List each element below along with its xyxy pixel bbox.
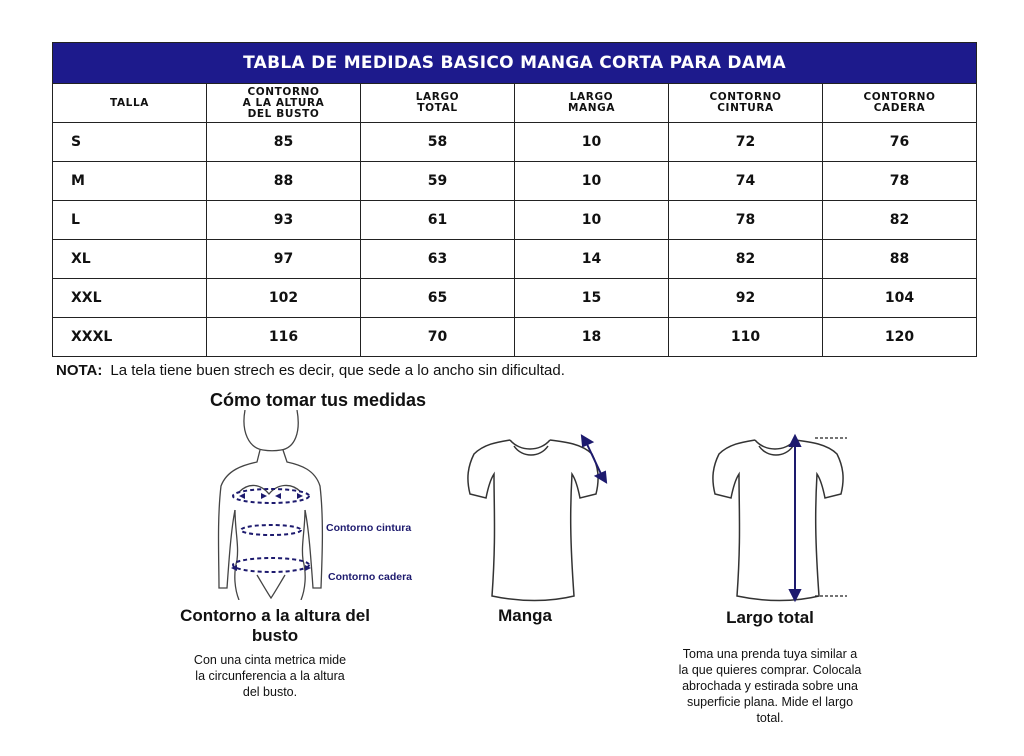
measure-cell: 82: [823, 201, 977, 240]
bust-text-line: la circunferencia a la altura: [195, 669, 345, 683]
body-figure: [205, 410, 335, 600]
length-text: [660, 646, 880, 726]
measure-cell: 15: [515, 279, 669, 318]
table-header-text: CONTORNO: [247, 85, 320, 98]
measure-cell: 93: [207, 201, 361, 240]
measure-cell: 120: [823, 318, 977, 357]
size-cell: S: [53, 123, 207, 162]
length-text-line: superficie plana. Mide el largo: [686, 695, 854, 709]
measure-cell: 92: [669, 279, 823, 318]
size-table: [52, 42, 977, 357]
table-header-text: LARGO: [415, 91, 460, 103]
table-body: [53, 123, 977, 357]
table-header-text: DEL BUSTO: [247, 107, 320, 120]
table-row: [53, 240, 977, 279]
note-text: La tela tiene buen strech es decir, que sede a lo ancho sin dificultad.: [110, 362, 565, 379]
length-text-line: total.: [756, 711, 784, 725]
measure-cell: 116: [207, 318, 361, 357]
measure-cell: 18: [515, 318, 669, 357]
table-header-text: A LA ALTURA: [242, 96, 325, 109]
table-row: [53, 201, 977, 240]
measure-cell: 85: [207, 123, 361, 162]
table-header-cell: [53, 84, 207, 123]
table-header-text: CONTORNO: [709, 91, 782, 103]
measure-cell: 10: [515, 201, 669, 240]
measure-cell: 10: [515, 123, 669, 162]
bust-text: [165, 652, 375, 700]
sleeve-shirt-figure: [460, 430, 610, 605]
measure-cell: 88: [823, 240, 977, 279]
table-header-cell: [823, 84, 977, 123]
measure-cell: 78: [669, 201, 823, 240]
measure-cell: 74: [669, 162, 823, 201]
bust-title: [160, 606, 390, 646]
hip-label: Contorno cadera: [328, 571, 413, 583]
measure-cell: 14: [515, 240, 669, 279]
table-title: TABLA DE MEDIDAS BASICO MANGA CORTA PARA DAMA: [53, 43, 977, 84]
measure-cell: 72: [669, 123, 823, 162]
table-header-cell: [207, 84, 361, 123]
bust-text-line: Con una cinta metrica mide: [193, 653, 347, 667]
table-row: [53, 318, 977, 357]
measure-cell: 78: [823, 162, 977, 201]
bust-text-line: del busto.: [242, 685, 298, 699]
size-cell: XXXL: [53, 318, 207, 357]
table-header-text: CINTURA: [717, 102, 774, 114]
table-header-text: CONTORNO: [863, 91, 936, 103]
measure-cell: 70: [361, 318, 515, 357]
bust-title-line2: busto: [251, 626, 299, 645]
size-cell: XL: [53, 240, 207, 279]
note: [56, 362, 565, 379]
measure-cell: 82: [669, 240, 823, 279]
length-text-line: la que quieres comprar. Colocala: [678, 663, 862, 677]
waist-label: Contorno cintura: [326, 522, 412, 534]
length-text-line: Toma una prenda tuya similar a: [682, 647, 858, 661]
table-row: [53, 279, 977, 318]
measure-cell: 97: [207, 240, 361, 279]
table-header-cell: [361, 84, 515, 123]
measure-cell: 110: [669, 318, 823, 357]
table-header-cell: [515, 84, 669, 123]
measure-cell: 59: [361, 162, 515, 201]
table-header-text: MANGA: [567, 102, 616, 114]
measure-cell: 88: [207, 162, 361, 201]
size-cell: XXL: [53, 279, 207, 318]
measure-cell: 102: [207, 279, 361, 318]
measure-cell: 65: [361, 279, 515, 318]
length-shirt-figure: [705, 430, 855, 605]
table-header-text: LARGO: [569, 91, 614, 103]
length-text-line: abrochada y estirada sobre una: [682, 679, 858, 693]
length-title: Largo total: [726, 608, 814, 627]
table-header-text: CADERA: [873, 102, 926, 114]
table-header-text: TOTAL: [417, 102, 458, 114]
table-header-row: [53, 84, 977, 123]
sleeve-title: Manga: [498, 606, 552, 625]
how-to-title: Cómo tomar tus medidas: [210, 390, 427, 410]
measure-cell: 61: [361, 201, 515, 240]
bust-title-line1: Contorno a la altura del: [180, 606, 370, 625]
table-header-text: TALLA: [110, 96, 149, 109]
table-header-cell: [669, 84, 823, 123]
table-row: [53, 162, 977, 201]
size-cell: L: [53, 201, 207, 240]
size-cell: M: [53, 162, 207, 201]
measure-cell: 63: [361, 240, 515, 279]
measure-cell: 10: [515, 162, 669, 201]
measure-cell: 58: [361, 123, 515, 162]
table-row: [53, 123, 977, 162]
measure-cell: 104: [823, 279, 977, 318]
note-label: NOTA:: [56, 362, 103, 379]
measure-cell: 76: [823, 123, 977, 162]
